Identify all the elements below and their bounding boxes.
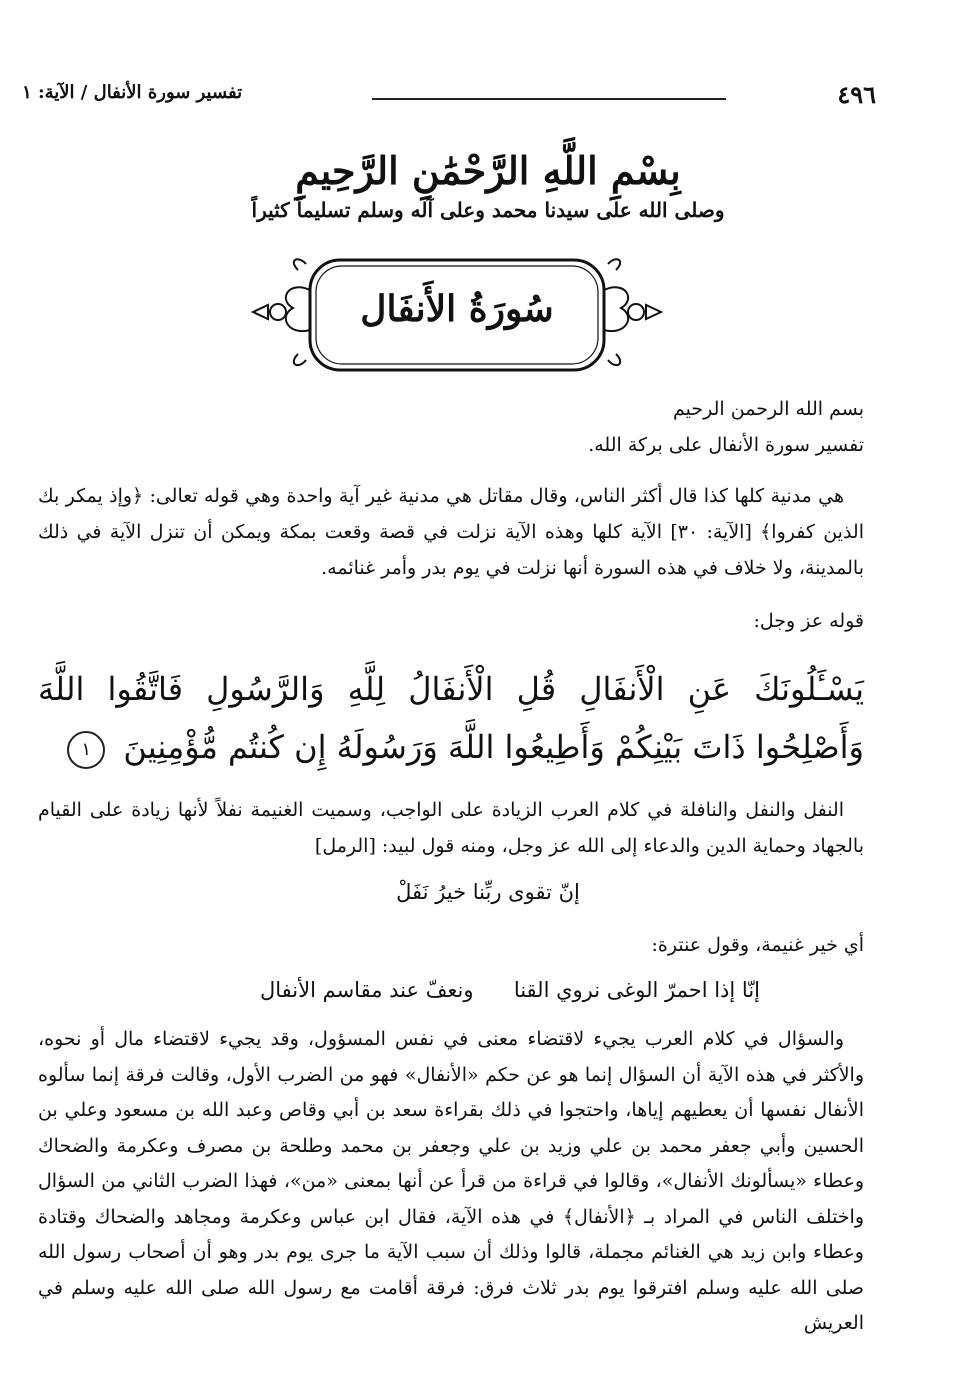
paragraph-2: النفل والنفل والنافلة في كلام العرب الزيادة على الواجب، وسميت الغنيمة نفلاً لأنها زيادة على القيام بالجهاد وحماية الدين والدعاء إلى الله عز وجل، ومنه قول لبيد: [الرمل] bbox=[38, 799, 864, 857]
qawluhu-label: قوله عز وجل: bbox=[753, 610, 864, 632]
poem-hemistich-1: إنّا إذا احمرّ الوغى نروي القنا bbox=[513, 978, 760, 1002]
surah-title: سُورَةُ الأَنفَال bbox=[360, 288, 554, 330]
intro-tafsir-title: تفسير سورة الأنفال على بركة الله. bbox=[588, 434, 864, 456]
page-number: ٤٩٦ bbox=[837, 80, 876, 109]
quran-verse bbox=[38, 660, 864, 776]
poem-hemistich-2: ونعفّ عند مقاسم الأنفال bbox=[260, 978, 474, 1002]
labid-verse: إنّ تقوى ربِّنا خيرُ نَفَلْ bbox=[396, 880, 580, 904]
intro-basmala: بسم الله الرحمن الرحيم bbox=[673, 398, 864, 420]
page-header bbox=[22, 78, 876, 118]
blessing-line: وصلى الله على سيدنا محمد وعلى آله وسلم تسليماً كثيراً bbox=[251, 198, 725, 222]
paragraph-1: هي مدنية كلها كذا قال أكثر الناس، وقال مقاتل هي مدنية غير آية واحدة وهي قوله تعالى: ﴿وإذ يمكر بك الذين كفروا﴾ [الآية: ٣٠] الآية كلها وهذه الآية نزلت في قصة وقعت بمكة ويمكن أن تنزل الآية في ذلك بالمدينة، ولا خلاف في هذه السورة أنها نزلت في يوم بدر وأمر غنائمه. bbox=[38, 485, 864, 579]
verse-text: يَسْـَٔلُونَكَ عَنِ الْأَنفَالِ قُلِ الْأَنفَالُ لِلَّهِ وَالرَّسُولِ فَاتَّقُوا اللَّهَ وَأَصْلِحُوا ذَاتَ بَيْنِكُمْ وَأَطِيعُوا اللَّهَ وَرَسُولَهُ إِن كُنتُم مُّؤْمِنِينَ bbox=[38, 670, 864, 766]
ayah-number-icon: ١ bbox=[67, 731, 105, 769]
running-title: تفسير سورة الأنفال / الآية: ١ bbox=[22, 82, 243, 103]
header-rule bbox=[372, 98, 726, 100]
surah-title-frame bbox=[248, 250, 666, 380]
paragraph-3: والسؤال في كلام العرب يجيء لاقتضاء معنى في نفس المسؤول، وقد يجيء لاقتضاء مال أو نحوه، والأكثر في هذه الآية أن السؤال إنما هو عن حكم «الأنفال» فهو من الضرب الأول، وقالت فرقة إنما سألوه الأنفال نفسها أن يعطيهم إياها، واحتجوا في ذلك بقراءة سعد بن أبي وقاص وعبد الله بن مسعود وعلي بن الحسين وأبي جعفر محمد بن علي وزيد بن علي وجعفر بن محمد وطلحة بن مصرف وعكرمة والضحاك وعطاء «يسألونك الأنفال»، وقالوا في قراءة من قرأ عن أنها بمعنى «من»، فهذا الضرب الثاني من السؤال واختلف الناس في المراد بـ ﴿الأنفال﴾ في هذه الآية، فقال ابن عباس وعكرمة ومجاهد والضحاك وقتادة وعطاء وابن زيد هي الغنائم مجملة، قالوا وذلك أن سبب الآية ما جرى يوم بدر وهو أن أصحاب رسول الله صلى الله عليه وسلم افترقوا يوم بدر ثلاث فرق: فرقة أقامت مع رسول الله صلى الله عليه وسلم في العريش bbox=[38, 1028, 864, 1334]
antara-intro: أي خير غنيمة، وقول عنترة: bbox=[651, 934, 864, 956]
basmala-calligraphy: بِسْمِ اللَّهِ الرَّحْمَٰنِ الرَّحِيمِ bbox=[295, 148, 681, 193]
